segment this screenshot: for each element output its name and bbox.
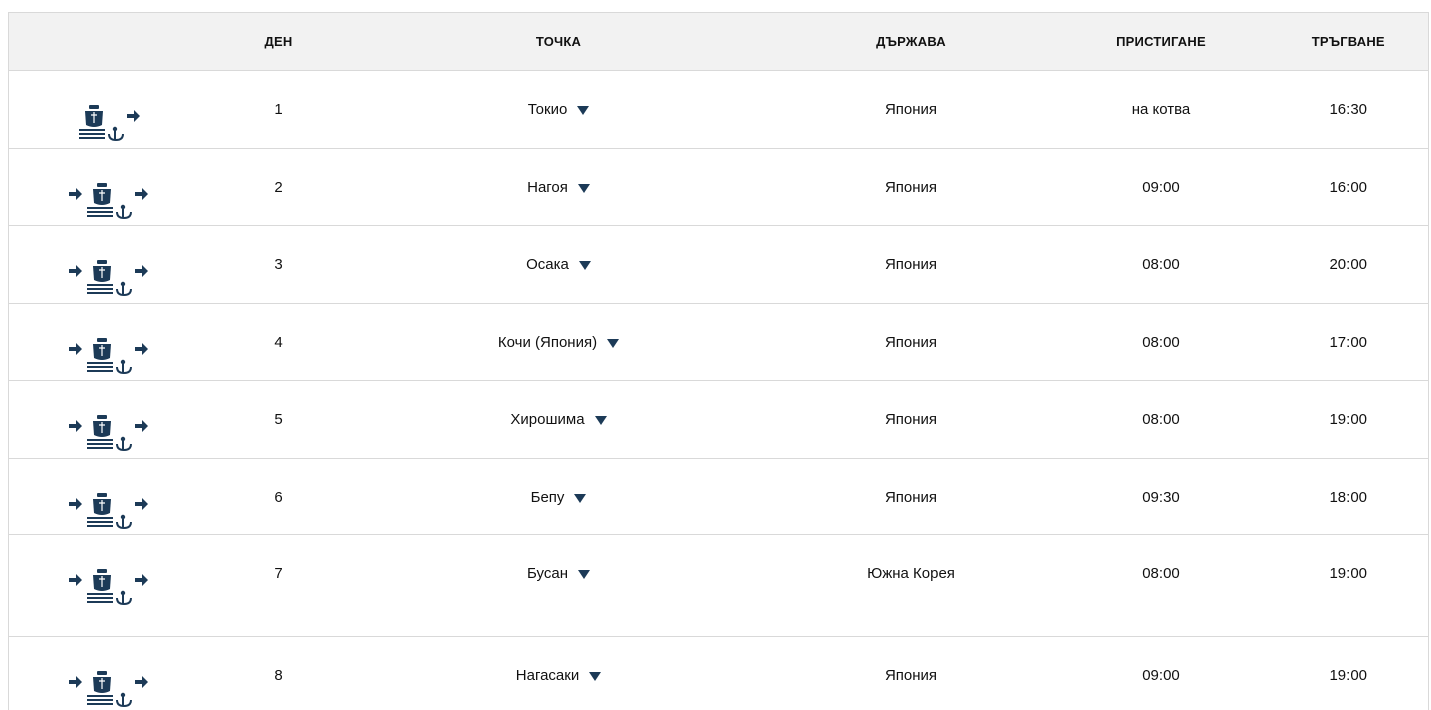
port-dropdown[interactable] — [510, 411, 606, 428]
port-name: Бусан — [527, 565, 568, 582]
caret-down-icon — [579, 261, 591, 270]
arrival-cell: 09:00 — [1054, 637, 1269, 710]
port-cell — [349, 304, 769, 381]
port-name: Бепу — [531, 489, 565, 506]
caret-down-icon — [578, 184, 590, 193]
arrow-right-icon — [135, 187, 149, 201]
arrival-cell: 08:00 — [1054, 226, 1269, 304]
ship-anchor-icon — [77, 103, 125, 143]
departure-cell: 16:30 — [1269, 71, 1429, 149]
departure-cell: 16:00 — [1269, 149, 1429, 226]
port-cell — [349, 459, 769, 535]
arrow-right-icon — [69, 573, 83, 587]
route-icon-cell — [9, 381, 209, 459]
port-name: Осака — [526, 256, 569, 273]
ship-transit-icon — [69, 667, 149, 709]
ship-depart-icon — [77, 101, 141, 143]
arrow-right-icon — [135, 419, 149, 433]
arrow-right-icon — [69, 342, 83, 356]
header-port: ТОЧКА — [349, 13, 769, 71]
day-cell: 6 — [209, 459, 349, 535]
country-cell: Япония — [769, 71, 1054, 149]
port-cell — [349, 149, 769, 226]
port-cell — [349, 226, 769, 304]
route-icon-cell — [9, 304, 209, 381]
arrow-right-icon — [69, 187, 83, 201]
port-name: Нагоя — [527, 179, 568, 196]
arrow-right-icon — [135, 675, 149, 689]
table-row — [9, 149, 1429, 226]
arrow-right-icon — [135, 573, 149, 587]
departure-cell: 20:00 — [1269, 226, 1429, 304]
itinerary-table — [8, 12, 1429, 710]
arrival-cell: на котва — [1054, 71, 1269, 149]
arrow-right-icon — [127, 109, 141, 123]
route-icon-cell — [9, 149, 209, 226]
table-row — [9, 71, 1429, 149]
departure-cell: 19:00 — [1269, 637, 1429, 710]
header-departure: ТРЪГВАНЕ — [1269, 13, 1429, 71]
ship-anchor-icon — [85, 336, 133, 376]
arrow-right-icon — [135, 342, 149, 356]
country-cell: Япония — [769, 459, 1054, 535]
port-name: Хирошима — [510, 411, 584, 428]
country-cell: Япония — [769, 637, 1054, 710]
port-cell — [349, 381, 769, 459]
table-row — [9, 226, 1429, 304]
port-dropdown[interactable] — [528, 101, 590, 118]
country-cell: Япония — [769, 381, 1054, 459]
table-row — [9, 304, 1429, 381]
ship-anchor-icon — [85, 491, 133, 531]
port-dropdown[interactable] — [498, 334, 619, 351]
table-header-row — [9, 13, 1429, 71]
ship-anchor-icon — [85, 181, 133, 221]
departure-cell: 19:00 — [1269, 381, 1429, 459]
caret-down-icon — [589, 672, 601, 681]
header-day: ДЕН — [209, 13, 349, 71]
caret-down-icon — [577, 106, 589, 115]
header-arrival: ПРИСТИГАНЕ — [1054, 13, 1269, 71]
day-cell: 4 — [209, 304, 349, 381]
day-cell: 5 — [209, 381, 349, 459]
country-cell: Япония — [769, 226, 1054, 304]
arrival-cell: 08:00 — [1054, 304, 1269, 381]
arrow-right-icon — [69, 675, 83, 689]
arrow-right-icon — [135, 497, 149, 511]
route-icon-cell — [9, 226, 209, 304]
arrival-cell: 09:00 — [1054, 149, 1269, 226]
arrow-right-icon — [69, 419, 83, 433]
caret-down-icon — [578, 570, 590, 579]
port-name: Токио — [528, 101, 568, 118]
arrival-cell: 08:00 — [1054, 535, 1269, 637]
arrow-right-icon — [69, 497, 83, 511]
country-cell: Южна Корея — [769, 535, 1054, 637]
ship-transit-icon — [69, 256, 149, 298]
port-dropdown[interactable] — [531, 489, 587, 506]
country-cell: Япония — [769, 149, 1054, 226]
ship-anchor-icon — [85, 413, 133, 453]
route-icon-cell — [9, 637, 209, 710]
table-row — [9, 381, 1429, 459]
port-cell — [349, 535, 769, 637]
day-cell: 3 — [209, 226, 349, 304]
port-name: Нагасаки — [516, 667, 579, 684]
caret-down-icon — [574, 494, 586, 503]
route-icon-cell — [9, 71, 209, 149]
arrow-right-icon — [135, 264, 149, 278]
ship-transit-icon — [69, 411, 149, 453]
day-cell: 2 — [209, 149, 349, 226]
table-row — [9, 637, 1429, 710]
port-dropdown[interactable] — [526, 256, 591, 273]
port-dropdown[interactable] — [527, 565, 590, 582]
departure-cell: 17:00 — [1269, 304, 1429, 381]
header-icon — [9, 13, 209, 71]
caret-down-icon — [607, 339, 619, 348]
table-row — [9, 535, 1429, 637]
day-cell: 1 — [209, 71, 349, 149]
departure-cell: 19:00 — [1269, 535, 1429, 637]
arrival-cell: 09:30 — [1054, 459, 1269, 535]
port-cell — [349, 71, 769, 149]
route-icon-cell — [9, 535, 209, 637]
day-cell: 8 — [209, 637, 349, 710]
arrival-cell: 08:00 — [1054, 381, 1269, 459]
route-icon-cell — [9, 459, 209, 535]
ship-transit-icon — [69, 489, 149, 531]
ship-transit-icon — [69, 334, 149, 376]
ship-anchor-icon — [85, 567, 133, 607]
day-cell: 7 — [209, 535, 349, 637]
departure-cell: 18:00 — [1269, 459, 1429, 535]
port-dropdown[interactable] — [516, 667, 601, 684]
port-cell — [349, 637, 769, 710]
ship-anchor-icon — [85, 669, 133, 709]
arrow-right-icon — [69, 264, 83, 278]
header-country: ДЪРЖАВА — [769, 13, 1054, 71]
ship-anchor-icon — [85, 258, 133, 298]
ship-transit-icon — [69, 179, 149, 221]
port-name: Кочи (Япония) — [498, 334, 597, 351]
table-row — [9, 459, 1429, 535]
port-dropdown[interactable] — [527, 179, 590, 196]
country-cell: Япония — [769, 304, 1054, 381]
ship-transit-icon — [69, 565, 149, 607]
caret-down-icon — [595, 416, 607, 425]
